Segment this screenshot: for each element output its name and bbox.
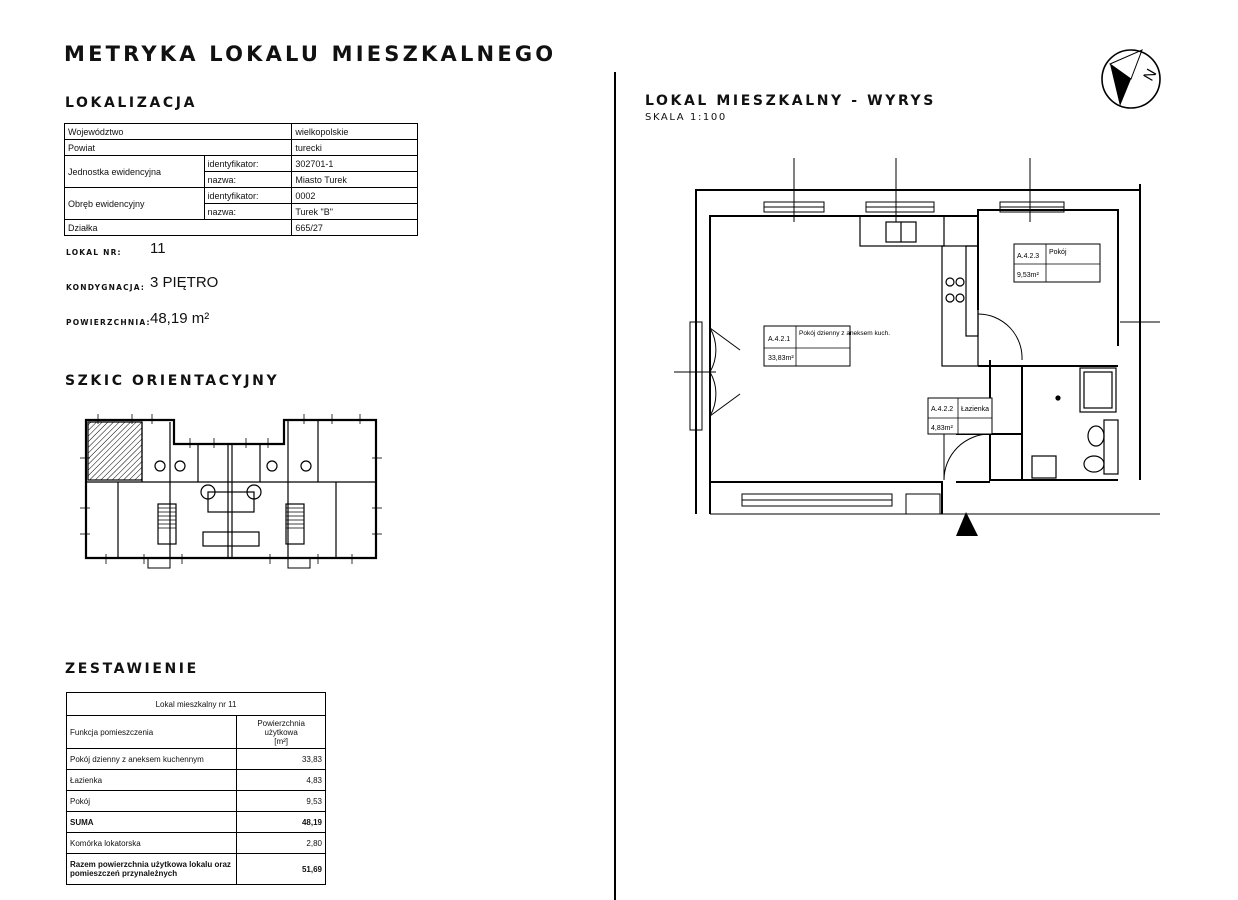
unit-id-label: identyfikator: [204,156,292,172]
row-name: Łazienka [67,770,237,791]
table-row [67,854,326,885]
row-name: Razem powierzchnia użytkowa lokalu oraz pomieszczeń przynależnych [67,854,237,885]
north-arrow-icon [1098,46,1164,112]
area-label: POWIERZCHNIA: [66,318,151,327]
room-code: A.4.2.3 [1017,253,1040,260]
doors [944,314,1022,480]
table-row [67,693,326,716]
row-value: 2,80 [237,833,326,854]
table-row [67,749,326,770]
table-row [67,770,326,791]
room-label-living [764,326,890,366]
col-header-function: Funkcja pomieszczenia [67,716,237,749]
voivodeship-label: Województwo [65,124,292,140]
row-name: SUMA [67,812,237,833]
table-row [67,812,326,833]
table-row [65,188,418,204]
room-area: 33,83m² [768,355,794,362]
unit-label: Jednostka ewidencyjna [65,156,205,188]
room-code: A.4.2.2 [931,406,954,413]
plot-value: 665/27 [292,220,418,236]
unit-number-value: 11 [150,240,166,257]
unit-id-value: 302701-1 [292,156,418,172]
entry-arrow-icon [956,512,978,536]
balcony-left [148,558,170,568]
row-name: Pokój [67,791,237,812]
orientation-sketch [78,412,384,572]
precinct-id-value: 0002 [292,188,418,204]
row-value: 48,19 [237,812,326,833]
col-header-area-line2: [m²] [274,736,288,746]
unit-name-label: nazwa: [204,172,292,188]
table-row [67,716,326,749]
precinct-id-label: identyfikator: [204,188,292,204]
table-row [65,156,418,172]
room-area: 4,83m² [931,425,953,432]
balcony-right [288,558,310,568]
floor-value: 3 PIĘTRO [150,274,219,291]
floor-plan [660,150,1180,540]
row-name: Komórka lokatorska [67,833,237,854]
unit-name-value: Miasto Turek [292,172,418,188]
plot-label: Działka [65,220,292,236]
adjacent-units [710,494,1160,514]
voivodeship-value: wielkopolskie [292,124,418,140]
bathroom-fixtures [1032,368,1118,478]
row-name: Pokój dzienny z aneksem kuchennym [67,749,237,770]
precinct-name-value: Turek "B" [292,204,418,220]
table-row [65,220,418,236]
column-divider [614,72,616,900]
room-label-room [1014,244,1100,282]
kitchen-counter [860,216,978,366]
summary-heading: ZESTAWIENIE [65,661,199,677]
area-value: 48,19 m² [150,310,210,327]
page-title: METRYKA LOKALU MIESZKALNEGO [64,42,557,66]
plan-scale: SKALA 1:100 [645,112,727,123]
table-row [65,140,418,156]
row-value: 4,83 [237,770,326,791]
room-code: A.4.2.1 [768,336,791,343]
col-header-area [237,716,326,749]
row-value: 9,53 [237,791,326,812]
stairs [158,508,304,528]
county-label: Powiat [65,140,292,156]
county-value: turecki [292,140,418,156]
exterior-walls [696,184,1140,514]
room-label-bathroom [928,398,992,434]
north-label: N [1140,66,1161,84]
highlighted-unit [88,422,142,480]
room-name: Łazienka [961,406,990,413]
row-value: 33,83 [237,749,326,770]
location-table [64,123,418,236]
precinct-name-label: nazwa: [204,204,292,220]
table-row [67,791,326,812]
table-row [65,124,418,140]
precinct-label: Obręb ewidencyjny [65,188,205,220]
windows [690,202,1064,430]
room-area: 9,53m² [1017,272,1039,279]
col-header-area-line1: Powierzchnia użytkowa [257,718,305,737]
unit-number-label: LOKAL NR: [66,248,122,257]
plan-heading: LOKAL MIESZKALNY - WYRYS [645,93,936,109]
summary-table [66,692,326,885]
summary-caption: Lokal mieszkalny nr 11 [67,693,326,716]
location-heading: LOKALIZACJA [65,95,198,111]
table-row [67,833,326,854]
room-name: Pokój [1049,249,1067,256]
floor-label: KONDYGNACJA: [66,283,146,292]
sketch-heading: SZKIC ORIENTACYJNY [65,373,280,389]
row-value: 51,69 [237,854,326,885]
room-name: Pokój dzienny z aneksem kuch. [799,330,891,337]
